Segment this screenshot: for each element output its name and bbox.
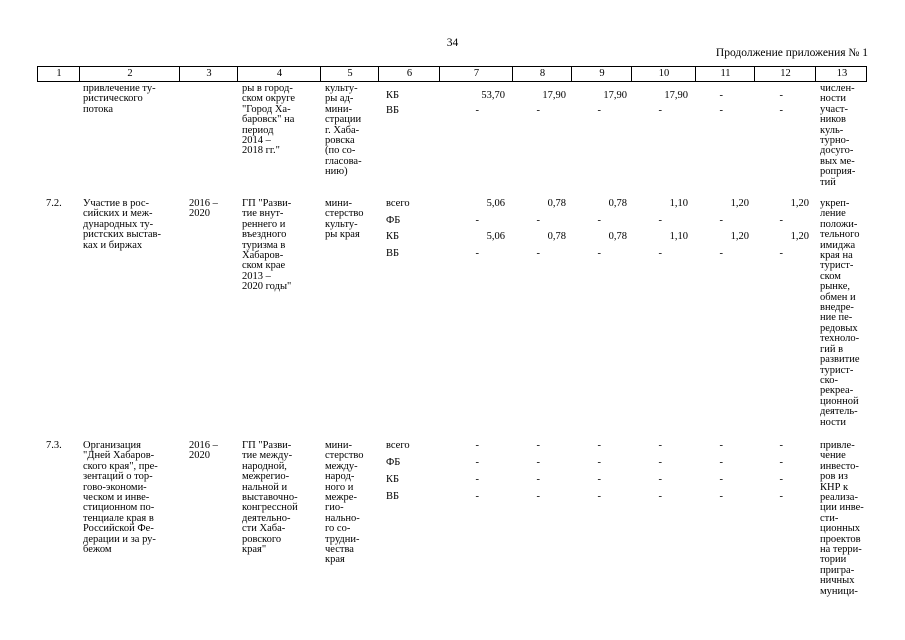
header-divider [512, 67, 513, 81]
header-cell: 4 [276, 68, 283, 79]
funding-value: - [779, 105, 783, 116]
funding-value: - [597, 105, 601, 116]
expected-result: укреп- ление положи- тельного имиджа края на турист- ском рынке, обмен и внедре- ние пе- редовых техноло- гий в развитие турист- ско- рекреа- ционной деятель- ности [820, 198, 860, 428]
funding-value: 1,20 [730, 198, 749, 209]
funding-value: - [779, 491, 783, 502]
funding-value: - [719, 440, 723, 451]
funding-value: 1,20 [790, 198, 809, 209]
funding-source: ВБ [386, 491, 400, 502]
funding-value: - [536, 440, 540, 451]
header-cell: 5 [347, 68, 353, 79]
funding-value: - [475, 105, 479, 116]
funding-value: - [779, 90, 783, 101]
row-number: 7.3. [46, 440, 62, 451]
funding-value: - [779, 247, 783, 259]
period: 2016 – 2020 [189, 198, 218, 220]
funding-value: - [719, 214, 723, 226]
header-cell: 10 [658, 68, 670, 79]
funding-value: - [719, 105, 723, 116]
funding-value: - [658, 491, 662, 502]
funding-value: - [475, 440, 479, 451]
funding-value: - [597, 214, 601, 226]
funding-value: 1,20 [730, 231, 749, 242]
header-divider [631, 67, 632, 81]
funding-value: - [475, 457, 479, 468]
header-divider [179, 67, 180, 81]
executor: культу- ры ад- мини- страции г. Хаба- ровска (по со- гласова- нию) [325, 83, 362, 178]
page-number: 34 [446, 37, 459, 49]
funding-value: - [719, 247, 723, 259]
funding-source: ВБ [386, 105, 400, 116]
funding-value: - [597, 491, 601, 502]
funding-source: КБ [386, 231, 400, 242]
executor: мини- стерство между- народ- ного и межре- гио- нально- го со- трудни- чества края [325, 440, 364, 566]
funding-value: - [719, 491, 723, 502]
funding-value: - [719, 457, 723, 468]
header-cell: 8 [539, 68, 546, 79]
funding-value: 17,90 [664, 90, 688, 101]
funding-value: - [658, 247, 662, 259]
funding-value: - [475, 491, 479, 502]
funding-value: - [658, 457, 662, 468]
header-divider [378, 67, 379, 81]
continuation-label: Продолжение приложения № 1 [715, 47, 868, 59]
header-divider [754, 67, 755, 81]
header-divider [79, 67, 80, 81]
funding-value: - [779, 440, 783, 451]
funding-value: - [475, 214, 479, 226]
funding-value: - [597, 247, 601, 259]
header-cell: 3 [206, 68, 212, 79]
funding-value: 1,20 [790, 231, 809, 242]
header-divider [320, 67, 321, 81]
header-divider [695, 67, 696, 81]
funding-value: 17,90 [542, 90, 566, 101]
funding-value: 0,78 [608, 231, 627, 242]
header-cell: 7 [473, 68, 480, 79]
funding-value: - [719, 474, 723, 485]
funding-value: - [658, 474, 662, 485]
header-divider [439, 67, 440, 81]
funding-value: 1,10 [669, 198, 688, 209]
funding-value: - [597, 457, 601, 468]
funding-source: КБ [386, 474, 400, 485]
funding-value: - [536, 474, 540, 485]
funding-value: - [779, 474, 783, 485]
funding-source: всего [386, 198, 410, 209]
task-description: Участие в рос- сийских и меж- дународных ту- ристских выстав- ках и биржах [83, 198, 162, 251]
header-cell: 13 [836, 68, 848, 79]
funding-value: - [779, 214, 783, 226]
funding-value: - [719, 90, 723, 101]
table-header-row [37, 66, 867, 82]
funding-source: ФБ [386, 214, 401, 226]
header-divider [815, 67, 816, 81]
funding-value: 0,78 [608, 198, 627, 209]
funding-value: 5,06 [486, 231, 505, 242]
funding-value: - [597, 474, 601, 485]
funding-value: - [536, 247, 540, 259]
task-description: привлечение ту- ристического потока [83, 83, 156, 115]
header-cell: 12 [780, 68, 791, 79]
header-cell: 11 [720, 68, 731, 79]
funding-value: 5,06 [486, 198, 505, 209]
funding-value: - [536, 214, 540, 226]
funding-value: - [475, 247, 479, 259]
funding-value: - [536, 457, 540, 468]
program-name: ГП "Разви- тие между- народной, межрегио- нальной и выставочно- конгрессной деятельно- сти Хаба- ровского края" [242, 440, 298, 556]
header-cell: 2 [127, 68, 133, 79]
task-description: Организация "Дней Хабаров- ского края", пре- зентаций о тор- гово-экономи- ческом и инве- стиционном по- тенциале края в Российской Фе- дерации и за ру- бежом [83, 440, 158, 556]
expected-result: числен- ности участ- ников куль- турно- досуго- вых ме- роприя- тий [820, 83, 856, 188]
header-cell: 6 [406, 68, 413, 79]
funding-value: - [658, 214, 662, 226]
funding-value: 0,78 [547, 231, 566, 242]
funding-value: 0,78 [547, 198, 566, 209]
funding-value: - [475, 474, 479, 485]
header-divider [237, 67, 238, 81]
funding-value: - [658, 105, 662, 116]
funding-value: 53,70 [481, 90, 505, 101]
funding-value: - [658, 440, 662, 451]
header-divider [571, 67, 572, 81]
funding-value: - [779, 457, 783, 468]
funding-source: ВБ [386, 247, 400, 259]
program-name: ры в город- ском округе "Город Ха- баровск" на период 2014 – 2018 гг." [242, 83, 296, 157]
funding-value: 1,10 [669, 231, 688, 242]
funding-value: - [536, 491, 540, 502]
period: 2016 – 2020 [189, 440, 218, 462]
funding-source: всего [386, 440, 410, 451]
expected-result: привле- чение инвесто- ров из КНР к реализа- ции инве- сти- ционных проектов на терри- тории пригра- ничных муници- [820, 440, 864, 597]
funding-value: - [536, 105, 540, 116]
funding-value: - [597, 440, 601, 451]
header-cell: 1 [56, 68, 62, 79]
funding-source: ФБ [386, 457, 401, 468]
funding-source: КБ [386, 90, 400, 101]
executor: мини- стерство культу- ры края [325, 198, 364, 241]
funding-value: 17,90 [603, 90, 627, 101]
program-name: ГП "Разви- тие внут- реннего и въездного туризма в Хабаров- ском крае 2013 – 2020 годы" [242, 198, 292, 293]
header-cell: 9 [599, 68, 605, 79]
row-number: 7.2. [46, 198, 62, 209]
